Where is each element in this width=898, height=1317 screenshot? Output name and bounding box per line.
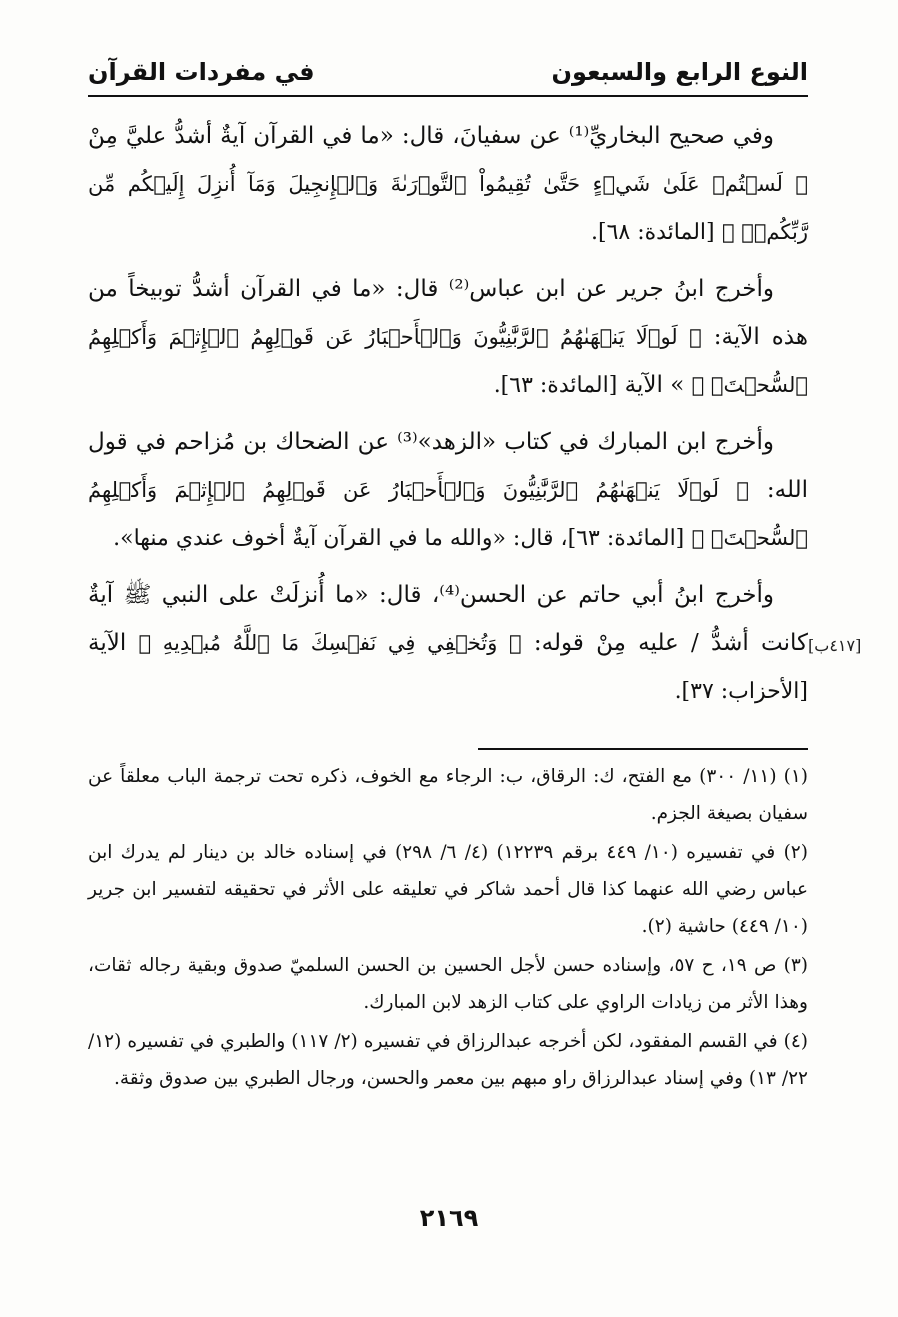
paragraph-2: وأخرج ابنُ جرير عن ابن عباس⁽²⁾ قال: «ما في القرآن أشدُّ توبيخاً من هذه الآية: ﴿ لَوۡلَا يَنۡهَىٰهُمُ ٱلرَّبَّٰنِيُّونَ وَٱلۡأَحۡبَارُ عَن قَوۡلِهِمُ ٱلۡإِثۡمَ وَأَكۡلِهِمُ ٱلسُّحۡتَۚ ﴾ » الآية [المائدة: ٦٣].	[88, 276, 808, 398]
paragraph-4: وأخرج ابنُ أبي حاتم عن الحسن⁽⁴⁾، قال: «ما أُنزلَتْ على النبي ﷺ آيةٌ كانت أشدُّ / عليه مِنْ قوله: ﴿ وَتُخۡفِي فِي نَفۡسِكَ مَا ٱللَّهُ مُبۡدِيهِ ﴾ الآية [الأحزاب: ٣٧].	[88, 582, 808, 704]
quran-verse: ﴿ لَسۡتُمۡ عَلَىٰ شَيۡءٍ حَتَّىٰ تُقِيمُواْ ٱلتَّوۡرَىٰةَ وَٱلۡإِنجِيلَ وَمَآ أُنزِلَ إِلَيۡكُم مِّن رَّبِّكُمۡۗ ﴾	[88, 172, 808, 244]
verse-reference: [المائدة: ٦٣].	[493, 373, 618, 398]
footnote-3: (٣) ص ١٩، ح ٥٧، وإسناده حسن لأجل الحسين بن الحسن السلميّ صدوق وبقية رجاله ثقات، وهذا الأثر من زيادات الراوي على كتاب الزهد لابن المبارك.	[88, 955, 808, 1013]
manuscript-folio-marker: [٤١٧ب]	[808, 636, 862, 655]
running-header	[88, 52, 808, 92]
verse-reference: [الأحزاب: ٣٧].	[674, 679, 808, 704]
header-chapter-title: النوع الرابع والسبعون	[551, 58, 808, 86]
main-text	[88, 112, 808, 724]
header-book-section: في مفردات القرآن	[88, 58, 315, 86]
quran-verse: ﴿ وَتُخۡفِي فِي نَفۡسِكَ مَا ٱللَّهُ مُبۡدِيهِ ﴾	[138, 631, 522, 655]
footnote-4: (٤) في القسم المفقود، لكن أخرجه عبدالرزاق في تفسيره (٢/ ١١٧) والطبري في تفسيره (١٢/ ٢٢/ ١٣) وفي إسناد عبدالرزاق راو مبهم بين معمر والحسن، ورجال الطبري بين صدوق وثقة.	[88, 1031, 808, 1089]
quran-verse: ﴿ لَوۡلَا يَنۡهَىٰهُمُ ٱلرَّبَّٰنِيُّونَ وَٱلۡأَحۡبَارُ عَن قَوۡلِهِمُ ٱلۡإِثۡمَ وَأَكۡلِهِمُ ٱلسُّحۡتَۚ ﴾	[88, 478, 808, 550]
verse-reference: [المائدة: ٦٨].	[590, 220, 715, 245]
header-divider	[88, 95, 808, 97]
paragraph-3: وأخرج ابن المبارك في كتاب «الزهد»⁽³⁾ عن الضحاك بن مُزاحم في قول الله: ﴿ لَوۡلَا يَنۡهَىٰهُمُ ٱلرَّبَّٰنِيُّونَ وَٱلۡأَحۡبَارُ عَن قَوۡلِهِمُ ٱلۡإِثۡمَ وَأَكۡلِهِمُ ٱلسُّحۡتَۚ ﴾ [المائدة: ٦٣]، قال: «والله ما في القرآن آيةٌ أخوف عندي منها».	[88, 429, 809, 551]
footnote-divider	[478, 748, 808, 750]
paragraph-1: وفي صحيح البخاريِّ⁽¹⁾ عن سفيانَ، قال: «ما في القرآن آيةٌ أشدُّ عليَّ مِنْ ﴿ لَسۡتُمۡ عَلَىٰ شَيۡءٍ حَتَّىٰ تُقِيمُواْ ٱلتَّوۡرَىٰةَ وَٱلۡإِنجِيلَ وَمَآ أُنزِلَ إِلَيۡكُم مِّن رَّبِّكُمۡۗ ﴾ [المائدة: ٦٨].	[88, 123, 808, 245]
footnote-1: (١) (١١/ ٣٠٠) مع الفتح، ك: الرقاق، ب: الرجاء مع الخوف، ذكره تحت ترجمة الباب معلقاً عن سفيان بصيغة الجزم.	[88, 766, 808, 824]
footnote-2: (٢) في تفسيره (١٠/ ٤٤٩ برقم ١٢٢٣٩) (٤/ ٦/ ٢٩٨) في إسناده خالد بن دينار لم يدرك ابن عباس رضي الله عنهما كذا قال أحمد شاكر في تعليقه على الأثر في تحقيقه لتفسير ابن جرير (١٠/ ٤٤٩) حاشية (٢).	[88, 842, 808, 937]
quran-verse: ﴿ لَوۡلَا يَنۡهَىٰهُمُ ٱلرَّبَّٰنِيُّونَ وَٱلۡأَحۡبَارُ عَن قَوۡلِهِمُ ٱلۡإِثۡمَ وَأَكۡلِهِمُ ٱلسُّحۡتَۚ ﴾	[88, 325, 808, 397]
page-number: ٢١٦٩	[419, 1204, 479, 1232]
footnotes	[88, 758, 808, 1099]
verse-reference: [المائدة: ٦٣]، قال: «والله ما في القرآن آيةٌ أخوف عندي منها».	[113, 526, 685, 551]
